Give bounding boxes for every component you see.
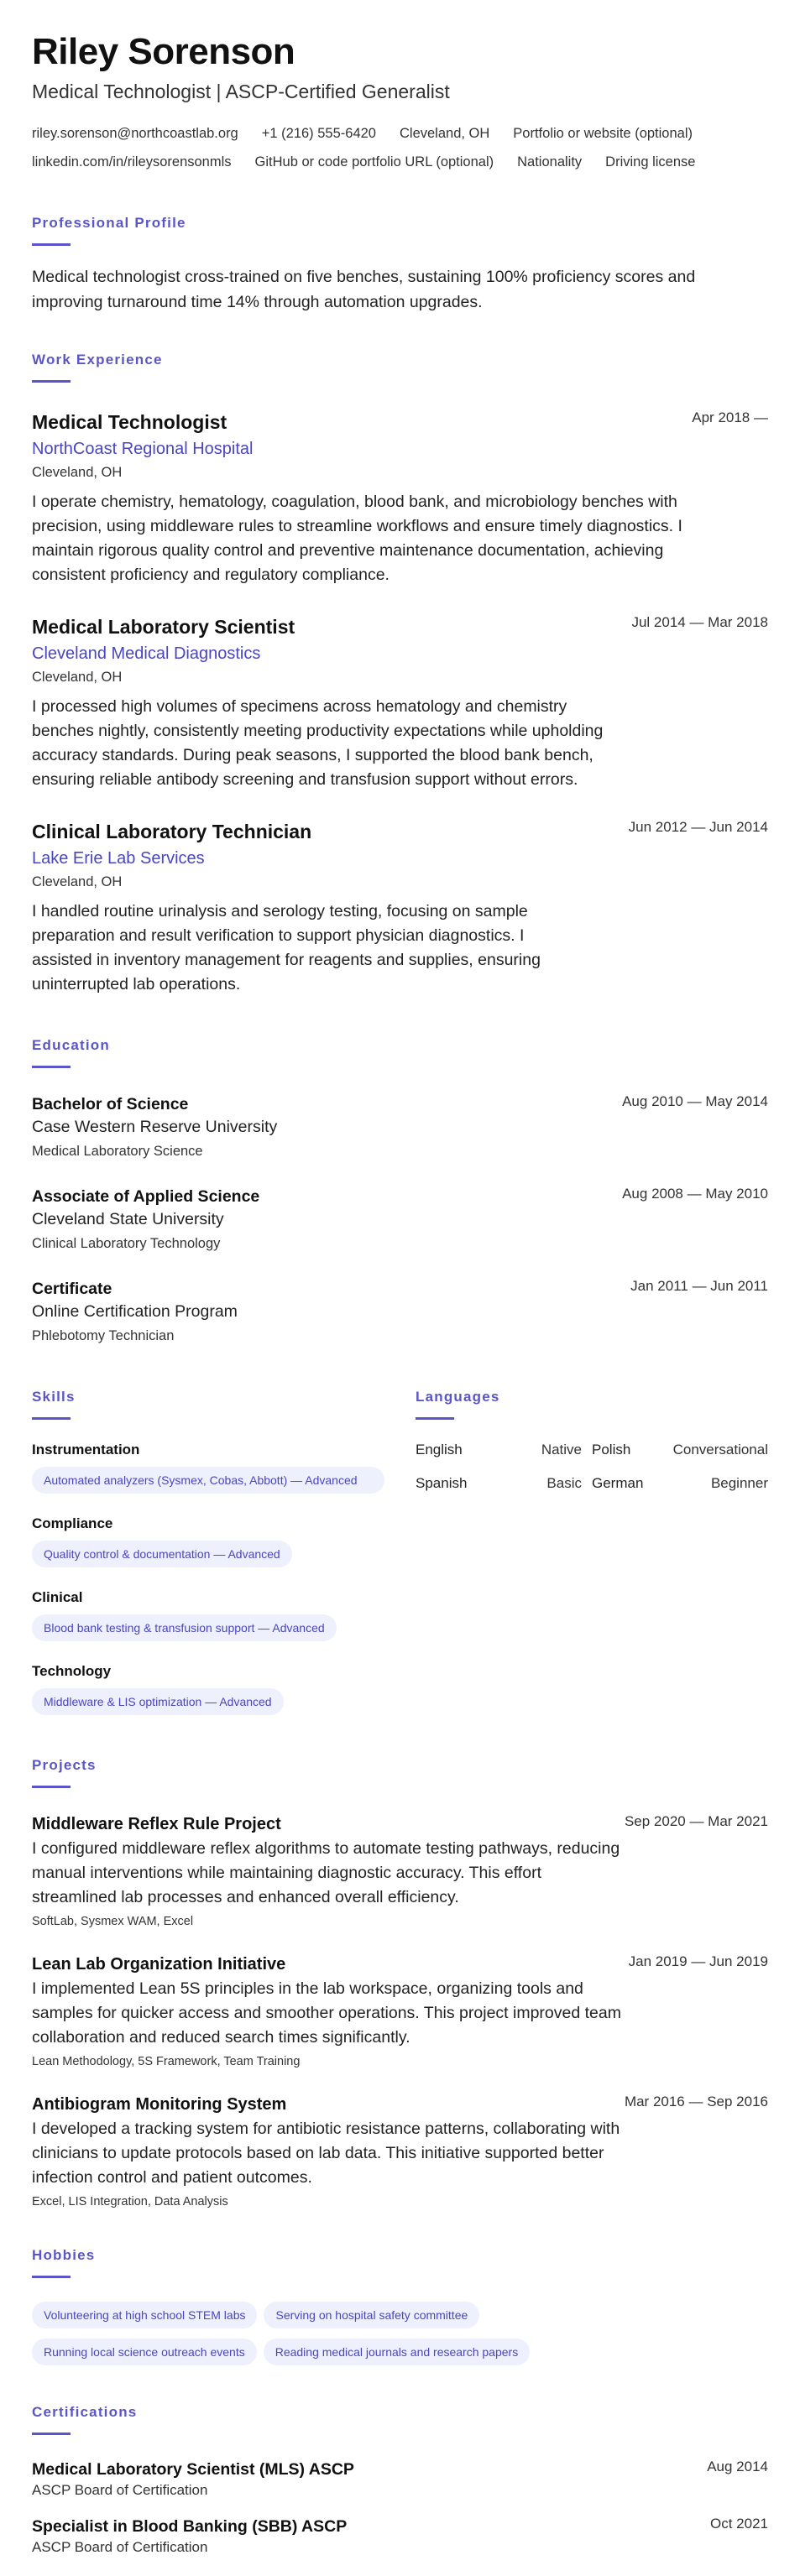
education-entry <box>32 1186 768 1254</box>
hobby-tag: Volunteering at high school STEM labs <box>32 2302 257 2328</box>
contact-info <box>32 119 768 176</box>
job-description: I operate chemistry, hematology, coagulation, blood bank, and microbiology benches with precision, using middleware rules to streamline workflows and ensure timely diagnostics. I maintain rigorous quality control and preventive maintenance documentation, achieving consistent proficiency and regulatory compliance. <box>32 493 682 584</box>
languages-column <box>416 1347 768 1715</box>
hobby-tag: Running local science outreach events <box>32 2339 257 2365</box>
language-level: Native <box>541 1442 582 1457</box>
section-divider <box>32 380 71 383</box>
section-title-certifications: Certifications <box>32 2404 138 2420</box>
skill-category: Technology <box>32 1663 112 1679</box>
section-divider <box>32 1417 71 1420</box>
skill-category: Clinical <box>32 1589 83 1605</box>
section-divider <box>32 1786 71 1788</box>
certification-issuer: ASCP Board of Certification <box>32 2482 208 2498</box>
education-field: Phlebotomy Technician <box>32 1328 175 1343</box>
education-field: Medical Laboratory Science <box>32 1144 203 1159</box>
job-dates: Apr 2018 — <box>692 409 768 425</box>
job-dates: Jun 2012 — Jun 2014 <box>628 819 768 835</box>
skill-group <box>32 1442 384 1494</box>
contact-nationality: Nationality <box>517 154 583 169</box>
language-list <box>416 1442 768 1492</box>
project-title: Lean Lab Organization Initiative <box>32 1955 286 1974</box>
section-divider <box>32 1066 71 1068</box>
language-level: Beginner <box>710 1475 768 1491</box>
project-description: I developed a tracking system for antibiotic resistance patterns, collaborating with clinicians to update protocols based on lab data. This initiative supported better infection control and patient outcomes. <box>32 2120 620 2187</box>
candidate-name: Riley Sorenson <box>32 31 295 72</box>
job-title: Clinical Laboratory Technician <box>32 821 312 842</box>
language-item <box>416 1442 592 1458</box>
skills-column <box>32 1347 384 1715</box>
skill-group <box>32 1663 384 1715</box>
education-school: Online Certification Program <box>32 1302 238 1321</box>
certification-entry <box>32 2459 768 2500</box>
job-company: Cleveland Medical Diagnostics <box>32 644 261 663</box>
contact-linkedin[interactable]: linkedin.com/in/rileysorensonmls <box>32 154 232 169</box>
certification-entry <box>32 2516 768 2558</box>
section-divider <box>32 243 71 246</box>
education-degree: Associate of Applied Science <box>32 1187 260 1206</box>
skill-tag: Middleware & LIS optimization — Advanced <box>32 1688 284 1715</box>
skill-tag: Quality control & documentation — Advanced <box>32 1541 292 1567</box>
project-entry <box>32 1813 768 1928</box>
project-dates: Jan 2019 — Jun 2019 <box>628 1953 768 1969</box>
job-entry <box>32 819 768 997</box>
section-title-skills: Skills <box>32 1389 76 1405</box>
section-title-experience: Work Experience <box>32 352 163 368</box>
resume-header <box>32 30 768 176</box>
certification-issuer: ASCP Board of Certification <box>32 2539 208 2555</box>
job-company: Lake Erie Lab Services <box>32 849 205 868</box>
hobby-list <box>32 2292 620 2365</box>
certification-date: Aug 2014 <box>707 2459 768 2474</box>
skill-category: Instrumentation <box>32 1442 140 1457</box>
language-item <box>416 1475 592 1492</box>
skills-languages-row <box>32 1347 768 1715</box>
education-degree: Certificate <box>32 1280 112 1298</box>
project-description: I configured middleware reflex algorithms to automate testing pathways, reducing manual interventions while maintaining diagnostic accuracy. This effort streamlined lab processes and enhanced overall efficiency. <box>32 1839 620 1906</box>
education-school: Cleveland State University <box>32 1210 224 1228</box>
contact-github[interactable]: GitHub or code portfolio URL (optional) <box>254 154 494 169</box>
candidate-headline: Medical Technologist | ASCP-Certified Generalist <box>32 81 450 102</box>
language-name: English <box>416 1442 463 1457</box>
education-dates: Aug 2010 — May 2014 <box>622 1093 768 1109</box>
job-entry <box>32 409 768 587</box>
section-title-hobbies: Hobbies <box>32 2247 96 2263</box>
hobby-tag: Reading medical journals and research papers <box>264 2339 531 2365</box>
project-dates: Sep 2020 — Mar 2021 <box>624 1813 768 1829</box>
job-location: Cleveland, OH <box>32 465 123 480</box>
job-description: I processed high volumes of specimens across hematology and chemistry benches nightly, consistently meeting productivity expectations while upholding accuracy standards. During peak seasons, I supported the blood bank bench, ensuring reliable antibody screening and transfusion support without errors. <box>32 697 604 789</box>
language-name: Spanish <box>416 1475 468 1491</box>
language-name: Polish <box>592 1442 631 1457</box>
contact-location: Cleveland, OH <box>399 126 490 141</box>
education-entry <box>32 1278 768 1347</box>
section-divider <box>32 2433 71 2435</box>
project-description: I implemented Lean 5S principles in the lab workspace, organizing tools and samples for quicker access and smoother operations. This project improved team collaboration and reduced search times significantly. <box>32 1979 621 2047</box>
job-location: Cleveland, OH <box>32 874 123 889</box>
education-dates: Aug 2008 — May 2010 <box>622 1186 768 1202</box>
certification-name: Medical Laboratory Scientist (MLS) ASCP <box>32 2460 354 2479</box>
education-field: Clinical Laboratory Technology <box>32 1236 221 1251</box>
project-title: Middleware Reflex Rule Project <box>32 1815 281 1833</box>
education-degree: Bachelor of Science <box>32 1095 189 1113</box>
hobby-tag: Serving on hospital safety committee <box>264 2302 479 2328</box>
contact-driving-license: Driving license <box>605 154 696 169</box>
job-title: Medical Laboratory Scientist <box>32 616 295 638</box>
language-item <box>592 1475 768 1492</box>
skill-tag: Automated analyzers (Sysmex, Cobas, Abbott) — Advanced <box>32 1467 384 1494</box>
job-location: Cleveland, OH <box>32 670 123 685</box>
project-entry <box>32 1953 768 2068</box>
section-title-projects: Projects <box>32 1757 97 1773</box>
education-school: Case Western Reserve University <box>32 1118 278 1136</box>
contact-phone[interactable]: +1 (216) 555-6420 <box>261 126 376 141</box>
certification-name: Specialist in Blood Banking (SBB) ASCP <box>32 2517 348 2536</box>
profile-summary: Medical technologist cross-trained on five benches, sustaining 100% proficiency scores and improving turnaround time 14% through automation upgrades. <box>32 268 696 311</box>
project-technologies: SoftLab, Sysmex WAM, Excel <box>32 1915 194 1928</box>
language-item <box>592 1442 768 1458</box>
language-level: Basic <box>546 1475 582 1491</box>
section-title-profile: Professional Profile <box>32 215 186 231</box>
project-entry <box>32 2094 768 2208</box>
contact-website[interactable]: Portfolio or website (optional) <box>513 126 693 141</box>
education-entry <box>32 1093 768 1162</box>
language-name: German <box>592 1475 644 1491</box>
skill-group <box>32 1589 384 1641</box>
section-title-education: Education <box>32 1037 110 1053</box>
skill-tag: Blood bank testing & transfusion support — Advanced <box>32 1614 337 1641</box>
contact-email[interactable]: riley.sorenson@northcoastlab.org <box>32 126 238 141</box>
section-title-languages: Languages <box>416 1389 500 1405</box>
project-technologies: Lean Methodology, 5S Framework, Team Training <box>32 2055 301 2068</box>
project-dates: Mar 2016 — Sep 2016 <box>624 2094 768 2109</box>
project-title: Antibiogram Monitoring System <box>32 2095 287 2114</box>
job-dates: Jul 2014 — Mar 2018 <box>631 614 768 630</box>
certification-date: Oct 2021 <box>710 2516 768 2532</box>
job-title: Medical Technologist <box>32 411 227 433</box>
job-entry <box>32 614 768 792</box>
language-level: Conversational <box>672 1442 768 1457</box>
skill-category: Compliance <box>32 1515 113 1531</box>
section-divider <box>416 1417 454 1420</box>
section-divider <box>32 2276 71 2278</box>
skill-group <box>32 1515 384 1567</box>
job-company: NorthCoast Regional Hospital <box>32 440 254 458</box>
education-dates: Jan 2011 — Jun 2011 <box>630 1278 768 1294</box>
project-technologies: Excel, LIS Integration, Data Analysis <box>32 2195 228 2208</box>
job-description: I handled routine urinalysis and serology testing, focusing on sample preparation and result verification to support physician diagnostics. I assisted in inventory management for reagents and supplies, ensuring uninterrupted lab operations. <box>32 902 541 993</box>
